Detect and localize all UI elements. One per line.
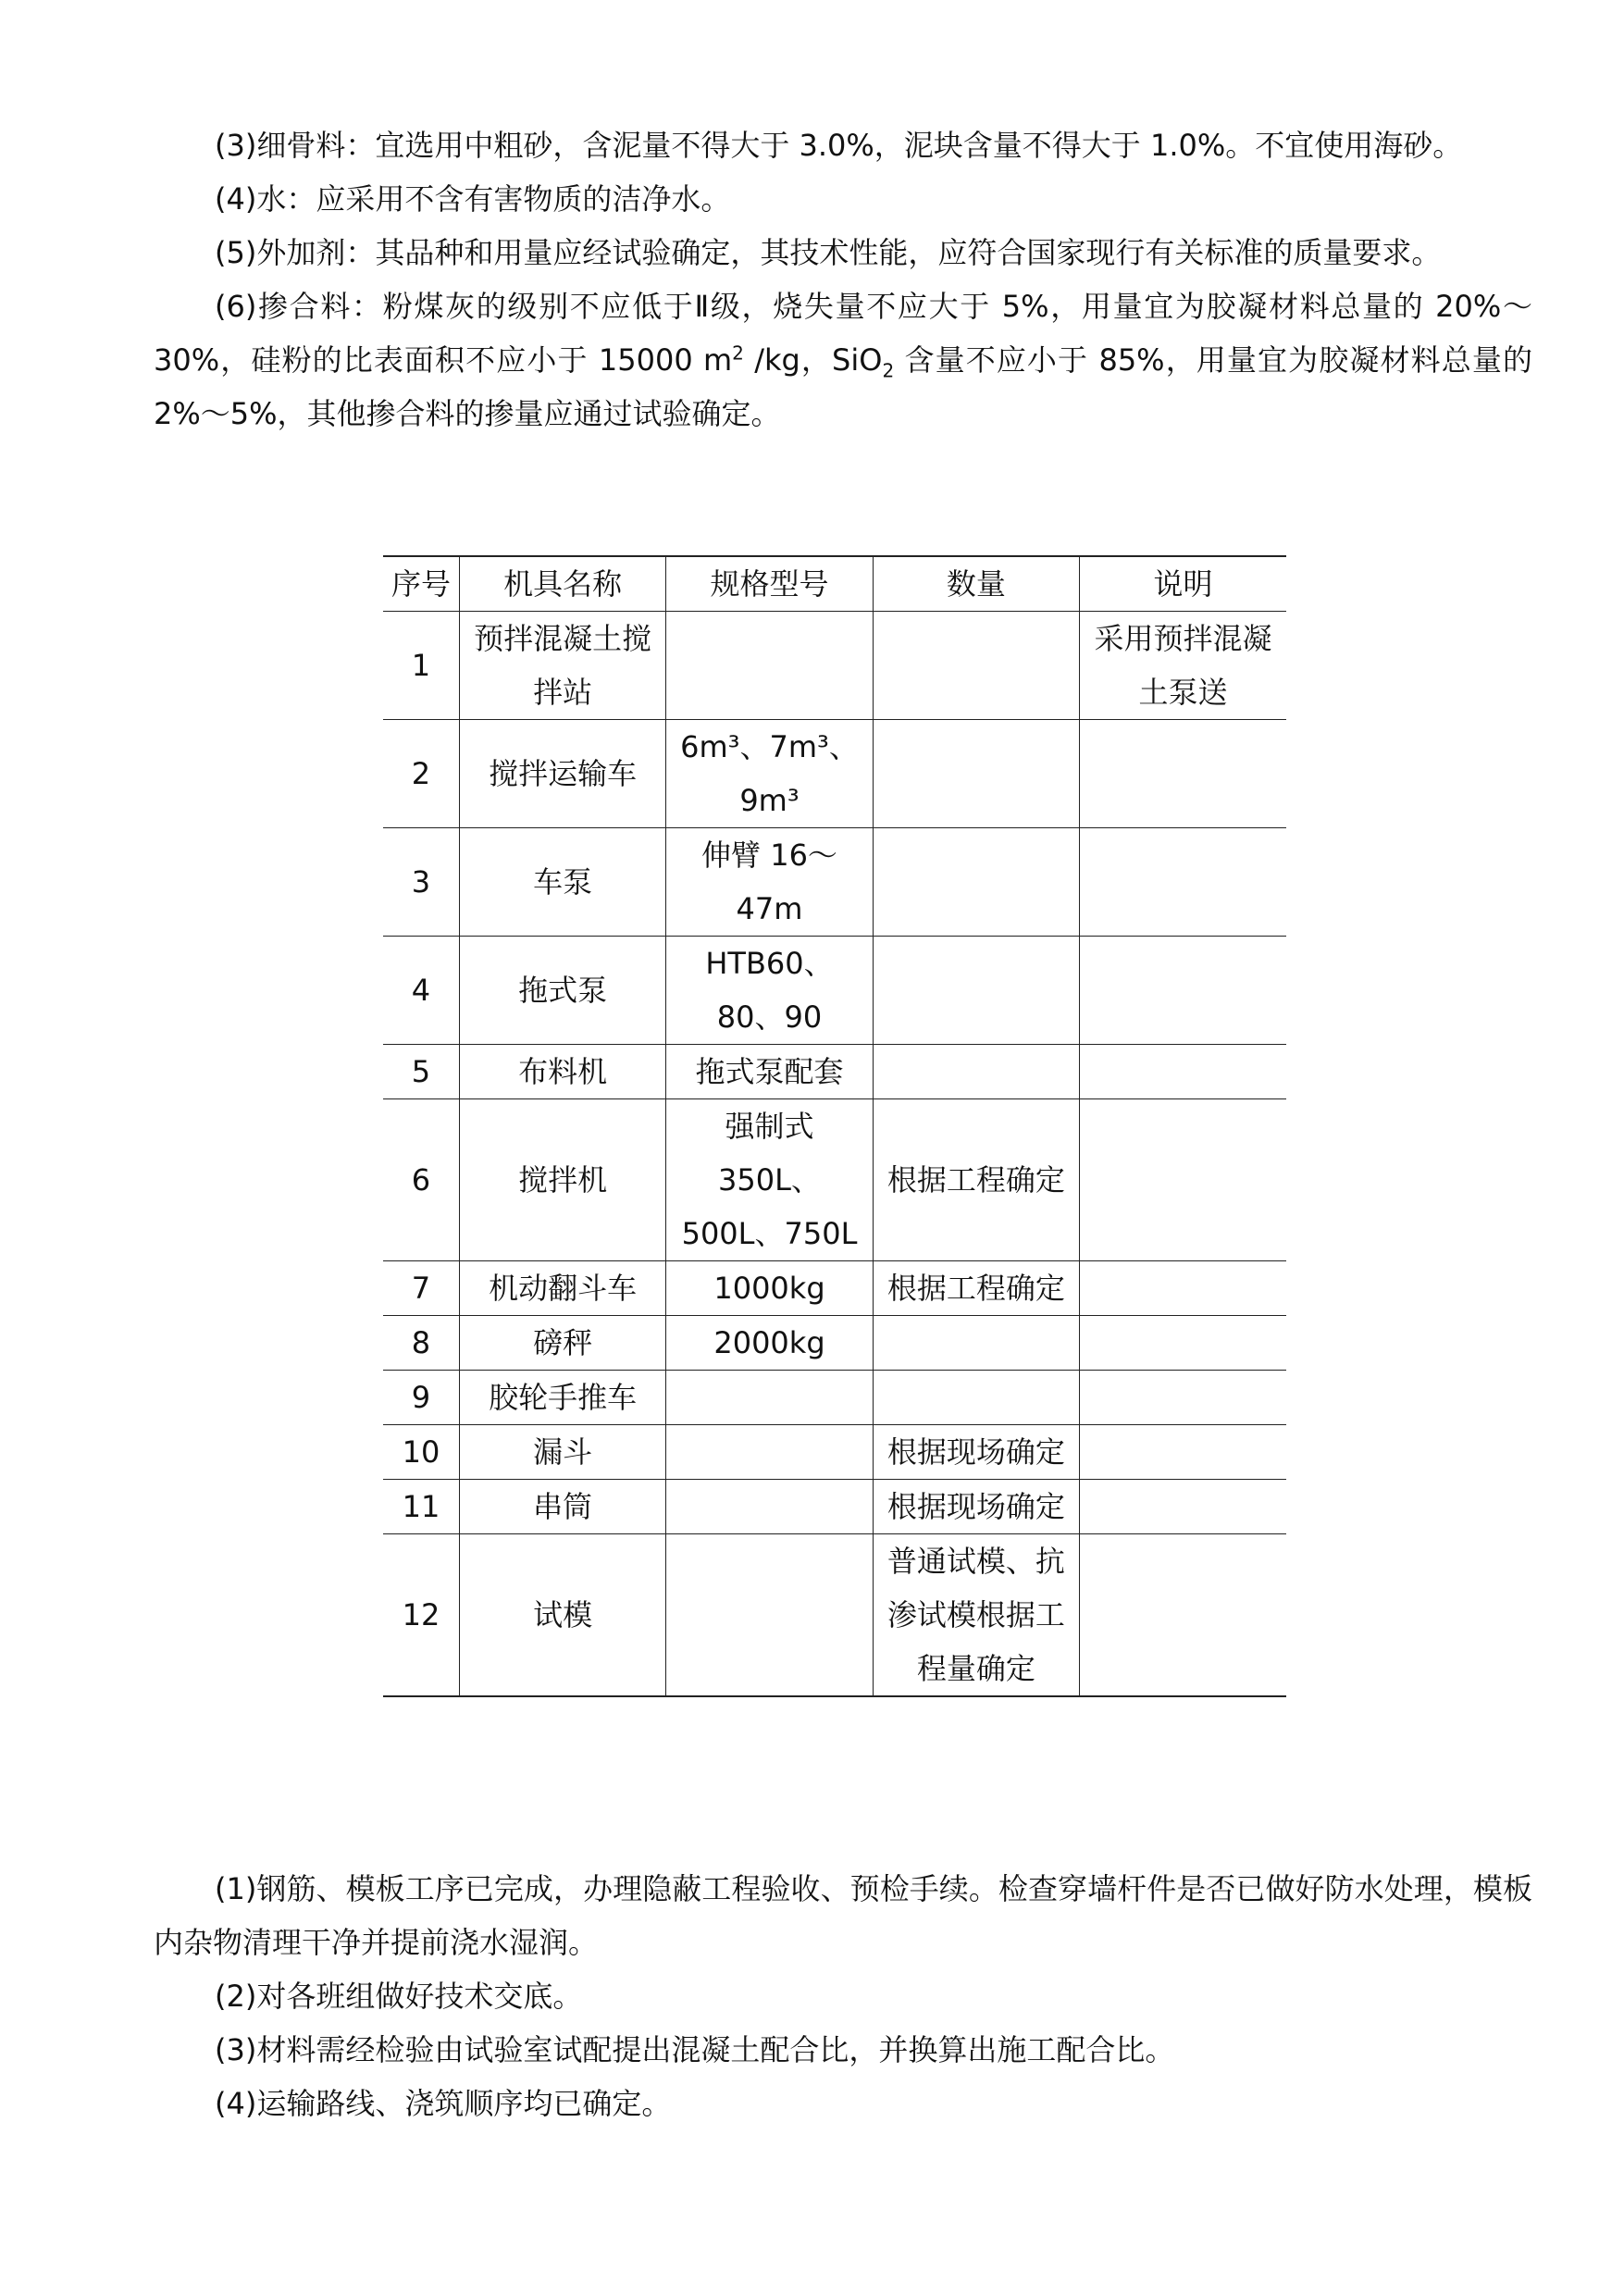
table-row bbox=[383, 1099, 1286, 1261]
cell-qty: 根据现场确定 bbox=[873, 1425, 1079, 1480]
cell-spec bbox=[666, 1371, 873, 1425]
table-row bbox=[383, 937, 1286, 1045]
header-note: 说明 bbox=[1080, 556, 1286, 612]
cell-spec: 伸臂 16～47m bbox=[666, 828, 873, 937]
table-row bbox=[383, 828, 1286, 937]
sio2-subscript: 2 bbox=[882, 359, 895, 382]
cell-qty bbox=[873, 937, 1079, 1045]
condition-paragraph: (1)钢筋、模板工序已完成，办理隐蔽工程验收、预检手续。检查穿墙杆件是否已做好防水处理，模板内杂物清理干净并提前浇水湿润。 bbox=[154, 1871, 1532, 1960]
cell-name: 磅秤 bbox=[459, 1316, 665, 1371]
cell-no: 8 bbox=[383, 1316, 459, 1371]
cell-no: 12 bbox=[383, 1534, 459, 1697]
cell-note bbox=[1080, 1371, 1286, 1425]
equipment-table bbox=[383, 555, 1286, 1697]
table-row bbox=[383, 1316, 1286, 1371]
cell-name: 机动翻斗车 bbox=[459, 1261, 665, 1316]
cell-qty bbox=[873, 1316, 1079, 1371]
cell-name: 预拌混凝土搅拌站 bbox=[459, 612, 665, 720]
cell-no: 6 bbox=[383, 1099, 459, 1261]
cell-no: 7 bbox=[383, 1261, 459, 1316]
header-spec: 规格型号 bbox=[666, 556, 873, 612]
cell-spec: 强制式 350L、500L、750L bbox=[666, 1099, 873, 1261]
cell-no: 9 bbox=[383, 1371, 459, 1425]
cell-qty: 根据工程确定 bbox=[873, 1261, 1079, 1316]
cell-no: 10 bbox=[383, 1425, 459, 1480]
cell-spec: HTB60、80、90 bbox=[666, 937, 873, 1045]
material-requirements bbox=[154, 118, 1532, 441]
cell-no: 2 bbox=[383, 720, 459, 828]
cell-qty bbox=[873, 720, 1079, 828]
table-row bbox=[383, 1371, 1286, 1425]
mineral-admixture-paragraph bbox=[154, 279, 1532, 441]
cell-qty: 根据现场确定 bbox=[873, 1480, 1079, 1534]
table-row bbox=[383, 1261, 1286, 1316]
cell-spec bbox=[666, 1425, 873, 1480]
cell-note bbox=[1080, 1045, 1286, 1099]
cell-qty: 根据工程确定 bbox=[873, 1099, 1079, 1261]
cell-no: 11 bbox=[383, 1480, 459, 1534]
cell-note bbox=[1080, 1480, 1286, 1534]
admixture-text-3: 含量不应小于 85%，用量宜为胶凝材料总量的 2%～5%，其他掺合料的掺量应通过试验确定。 bbox=[154, 342, 1532, 431]
cell-name: 搅拌运输车 bbox=[459, 720, 665, 828]
cell-no: 4 bbox=[383, 937, 459, 1045]
admixture-text-2: /kg，SiO bbox=[743, 342, 883, 378]
cell-note bbox=[1080, 1316, 1286, 1371]
cell-no: 5 bbox=[383, 1045, 459, 1099]
cell-note: 采用预拌混凝土泵送 bbox=[1080, 612, 1286, 720]
m2-superscript: 2 bbox=[732, 341, 744, 365]
cell-qty bbox=[873, 1045, 1079, 1099]
cell-name: 布料机 bbox=[459, 1045, 665, 1099]
table-body bbox=[383, 612, 1286, 1697]
table-row bbox=[383, 612, 1286, 720]
cell-name: 漏斗 bbox=[459, 1425, 665, 1480]
header-name: 机具名称 bbox=[459, 556, 665, 612]
cell-name: 试模 bbox=[459, 1534, 665, 1697]
condition-paragraph: (2)对各班组做好技术交底。 bbox=[215, 1979, 583, 2014]
cell-name: 串筒 bbox=[459, 1480, 665, 1534]
cell-spec: 1000kg bbox=[666, 1261, 873, 1316]
cell-note bbox=[1080, 828, 1286, 937]
cell-spec: 2000kg bbox=[666, 1316, 873, 1371]
condition-paragraph: (4)运输路线、浇筑顺序均已确定。 bbox=[215, 2086, 672, 2121]
cell-spec bbox=[666, 1534, 873, 1697]
header-no: 序号 bbox=[383, 556, 459, 612]
water-paragraph: (4)水：应采用不含有害物质的洁净水。 bbox=[215, 181, 731, 217]
cell-no: 1 bbox=[383, 612, 459, 720]
cell-name: 车泵 bbox=[459, 828, 665, 937]
cell-note bbox=[1080, 720, 1286, 828]
cell-note bbox=[1080, 937, 1286, 1045]
cell-spec: 6m³、7m³、9m³ bbox=[666, 720, 873, 828]
cell-no: 3 bbox=[383, 828, 459, 937]
cell-spec: 拖式泵配套 bbox=[666, 1045, 873, 1099]
cell-qty bbox=[873, 1371, 1079, 1425]
admixture-text-1: (6)掺合料：粉煤灰的级别不应低于Ⅱ级，烧失量不应大于 5%，用量宜为胶凝材料总量的 20%～30%，硅粉的比表面积不应小于 15000 m bbox=[154, 289, 1532, 378]
cell-note bbox=[1080, 1261, 1286, 1316]
fine-aggregate-paragraph: (3)细骨料：宜选用中粗砂，含泥量不得大于 3.0%，泥块含量不得大于 1.0%。不宜使用海砂。 bbox=[215, 128, 1463, 163]
cell-note bbox=[1080, 1425, 1286, 1480]
table-row bbox=[383, 1480, 1286, 1534]
table-row bbox=[383, 1534, 1286, 1697]
table-row bbox=[383, 1045, 1286, 1099]
cell-name: 搅拌机 bbox=[459, 1099, 665, 1261]
cell-qty bbox=[873, 612, 1079, 720]
cell-spec bbox=[666, 612, 873, 720]
table-header-row bbox=[383, 556, 1286, 612]
cell-qty: 普通试模、抗渗试模根据工程量确定 bbox=[873, 1534, 1079, 1697]
cell-name: 拖式泵 bbox=[459, 937, 665, 1045]
table-row bbox=[383, 720, 1286, 828]
cell-spec bbox=[666, 1480, 873, 1534]
table-row bbox=[383, 1425, 1286, 1480]
admixture-agent-paragraph: (5)外加剂：其品种和用量应经试验确定，其技术性能，应符合国家现行有关标准的质量要求。 bbox=[215, 235, 1442, 270]
condition-paragraph: (3)材料需经检验由试验室试配提出混凝土配合比，并换算出施工配合比。 bbox=[215, 2032, 1175, 2067]
cell-qty bbox=[873, 828, 1079, 937]
cell-name: 胶轮手推车 bbox=[459, 1371, 665, 1425]
cell-note bbox=[1080, 1099, 1286, 1261]
preparation-conditions bbox=[154, 1862, 1532, 2130]
cell-note bbox=[1080, 1534, 1286, 1697]
header-qty: 数量 bbox=[873, 556, 1079, 612]
